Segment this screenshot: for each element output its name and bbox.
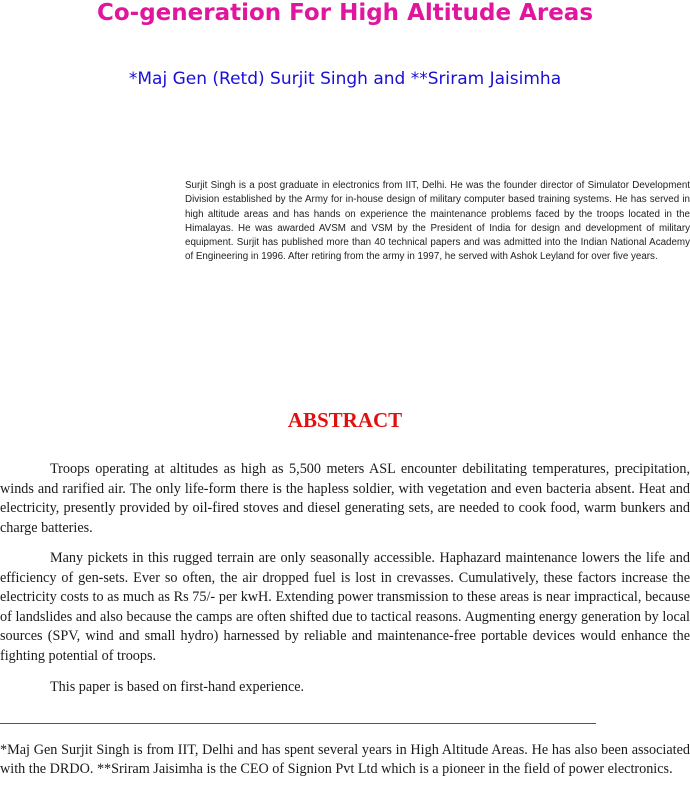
abstract-paragraph-3: This paper is based on first-hand experience. <box>50 679 305 695</box>
footnote: *Maj Gen Surjit Singh is from IIT, Delhi and has spent several years in High Altitude Areas. He has also been associated with the DRDO. **Sriram Jaisimha is the CEO of Signion Pvt Ltd which is a pioneer in the field of power electronics. <box>0 742 690 777</box>
author-line: *Maj Gen (Retd) Surjit Singh and **Sriram Jaisimha <box>128 69 562 89</box>
author-bio: Surjit Singh is a post graduate in electronics from IIT, Delhi. He was the founder director of Simulator Development Division established by the Army for in-house design of military computer based training systems. He has served in high altitude areas and has hands on experience the maintenance problems faced by the troops located in the Himalayas. He was awarded AVSM and VSM by the President of India for design and development of military equipment. Surjit has published more than 40 technical papers and was admitted into the Indian National Academy of Engineering in 1996. After retiring from the army in 1997, he served with Ashok Leyland for over five years. <box>185 180 690 263</box>
abstract-heading: ABSTRACT <box>287 408 403 432</box>
abstract-paragraph-2: Many pickets in this rugged terrain are only seasonally accessible. Haphazard maintenance lowers the life and efficiency of gen-sets. Ever so often, the air dropped fuel is lost in crevasses. Cumulatively, these factors increase the electricity costs to as much as Rs 75/- per kwH. Extending power transmission to these areas is near impractical, because of landslides and also because the camps are often shifted due to tactical reasons. Augmenting energy generation by local sources (SPV, wind and small hydro) harnessed by reliable and maintenance-free portable devices would enhance the fighting potential of troops. <box>0 550 690 664</box>
abstract-paragraph-1: Troops operating at altitudes as high as 5,500 meters ASL encounter debilitating temperatures, precipitation, winds and rarified air. The only life-form there is the hapless soldier, with vegetation and even bacteria absent. Heat and electricity, presently provided by oil-fired stoves and diesel generating sets, are needed to cook food, warm bunkers and charge batteries. <box>0 461 690 536</box>
paper-title: Co-generation For High Altitude Areas <box>96 0 594 26</box>
footnote-divider <box>0 723 596 724</box>
